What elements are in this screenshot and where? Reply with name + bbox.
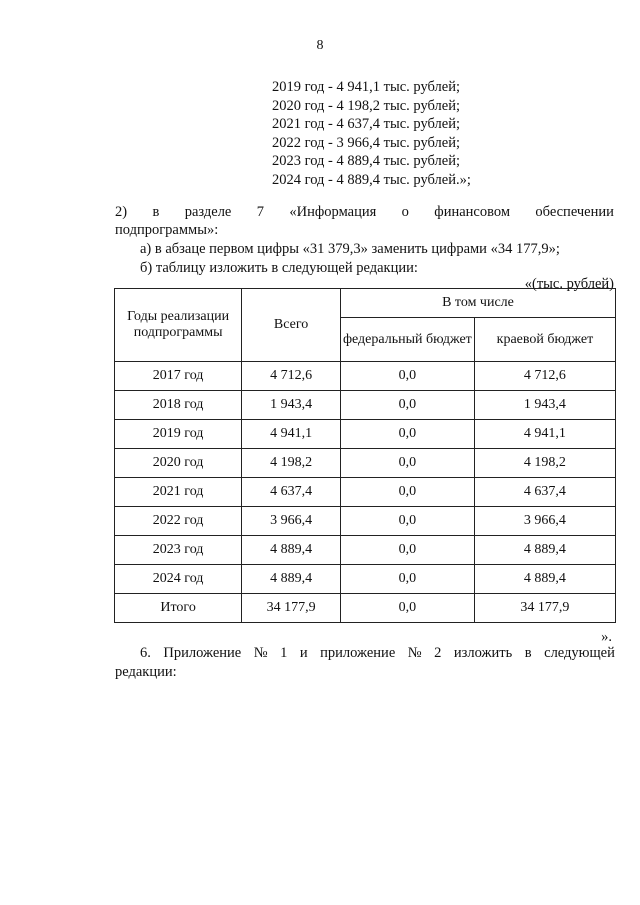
year-line: 2022 год - 3 966,4 тыс. рублей; — [272, 134, 460, 151]
cell-federal: 0,0 — [340, 449, 474, 478]
section6-first-line — [140, 645, 615, 662]
table-total-row — [115, 594, 616, 623]
word: 7 — [256, 204, 265, 220]
year-line: 2024 год - 4 889,4 тыс. рублей.»; — [272, 171, 471, 188]
word: «Информация — [289, 204, 377, 220]
word: 2) — [115, 204, 128, 220]
item-b-text: б) таблицу изложить в следующей редакции: — [140, 260, 418, 276]
cell-regional: 3 966,4 — [474, 507, 615, 536]
cell-total: 4 889,4 — [242, 565, 341, 594]
year-line: 2020 год - 4 198,2 тыс. рублей; — [272, 97, 460, 114]
word: изложить — [453, 645, 513, 661]
header-including: В том числе — [340, 289, 615, 318]
section2-continuation: подпрограммы»: — [115, 222, 219, 238]
cell-federal: 0,0 — [340, 565, 474, 594]
cell-federal: 0,0 — [340, 362, 474, 391]
cell-total: 4 941,1 — [242, 420, 341, 449]
cell-year: 2024 год — [115, 565, 242, 594]
cell-year: 2022 год — [115, 507, 242, 536]
cell-regional: 4 637,4 — [474, 478, 615, 507]
cell-regional: 4 712,6 — [474, 362, 615, 391]
item-a-text: а) в абзаце первом цифры «31 379,3» заменить цифрами «34 177,9»; — [140, 241, 560, 257]
cell-regional: 1 943,4 — [474, 391, 615, 420]
cell-federal: 0,0 — [340, 536, 474, 565]
table-unit-label: «(тыс. рублей) — [524, 276, 614, 292]
header-years: Годы реализации подпрограммы — [115, 289, 242, 362]
cell-total: 4 198,2 — [242, 449, 341, 478]
cell-total: 4 712,6 — [242, 362, 341, 391]
year-line: 2019 год - 4 941,1 тыс. рублей; — [272, 79, 460, 95]
cell-regional: 4 941,1 — [474, 420, 615, 449]
cell-year: 2017 год — [115, 362, 242, 391]
budget-table — [114, 288, 616, 623]
table-closing-quote: ». — [601, 629, 612, 645]
year-line: 2023 год - 4 889,4 тыс. рублей; — [272, 153, 460, 170]
cell-federal: 0,0 — [340, 478, 474, 507]
word: финансовом — [434, 204, 510, 220]
word: 6. — [140, 645, 151, 661]
table-row — [115, 362, 616, 391]
header-federal: федеральный бюджет — [340, 318, 474, 362]
cell-regional: 4 889,4 — [474, 565, 615, 594]
word: в — [524, 645, 532, 661]
cell-total: 4 889,4 — [242, 536, 341, 565]
word: в — [152, 204, 160, 220]
header-regional: краевой бюджет — [474, 318, 615, 362]
cell-total: 1 943,4 — [242, 391, 341, 420]
year-funding-list — [272, 78, 471, 190]
cell-total: 4 637,4 — [242, 478, 341, 507]
table-row — [115, 449, 616, 478]
word: разделе — [184, 204, 232, 220]
table-row — [115, 420, 616, 449]
cell-regional: 4 889,4 — [474, 536, 615, 565]
word: № — [253, 645, 268, 661]
table-row — [115, 391, 616, 420]
word: 1 — [280, 645, 288, 661]
cell-federal: 0,0 — [340, 507, 474, 536]
cell-total: 3 966,4 — [242, 507, 341, 536]
cell-federal: 0,0 — [340, 594, 474, 623]
word: приложение — [320, 645, 396, 661]
word: обеспечении — [535, 204, 614, 220]
word: и — [299, 645, 308, 661]
cell-total: 34 177,9 — [242, 594, 341, 623]
section6-continuation: редакции: — [115, 664, 177, 680]
word: о — [401, 204, 409, 220]
section2-first-line — [115, 203, 614, 222]
cell-year: Итого — [115, 594, 242, 623]
cell-federal: 0,0 — [340, 420, 474, 449]
table-row — [115, 536, 616, 565]
word: № — [407, 645, 422, 661]
cell-year: 2019 год — [115, 420, 242, 449]
cell-year: 2023 год — [115, 536, 242, 565]
word: Приложение — [163, 645, 242, 661]
cell-regional: 4 198,2 — [474, 449, 615, 478]
page-number: 8 — [316, 38, 324, 53]
cell-year: 2018 год — [115, 391, 242, 420]
cell-year: 2020 год — [115, 449, 242, 478]
word: следующей — [544, 645, 615, 661]
cell-regional: 34 177,9 — [474, 594, 615, 623]
cell-year: 2021 год — [115, 478, 242, 507]
cell-federal: 0,0 — [340, 391, 474, 420]
table-row — [115, 478, 616, 507]
table-row — [115, 507, 616, 536]
table-row — [115, 565, 616, 594]
header-total: Всего — [242, 289, 341, 362]
word: 2 — [434, 645, 442, 661]
year-line: 2021 год - 4 637,4 тыс. рублей; — [272, 116, 460, 133]
